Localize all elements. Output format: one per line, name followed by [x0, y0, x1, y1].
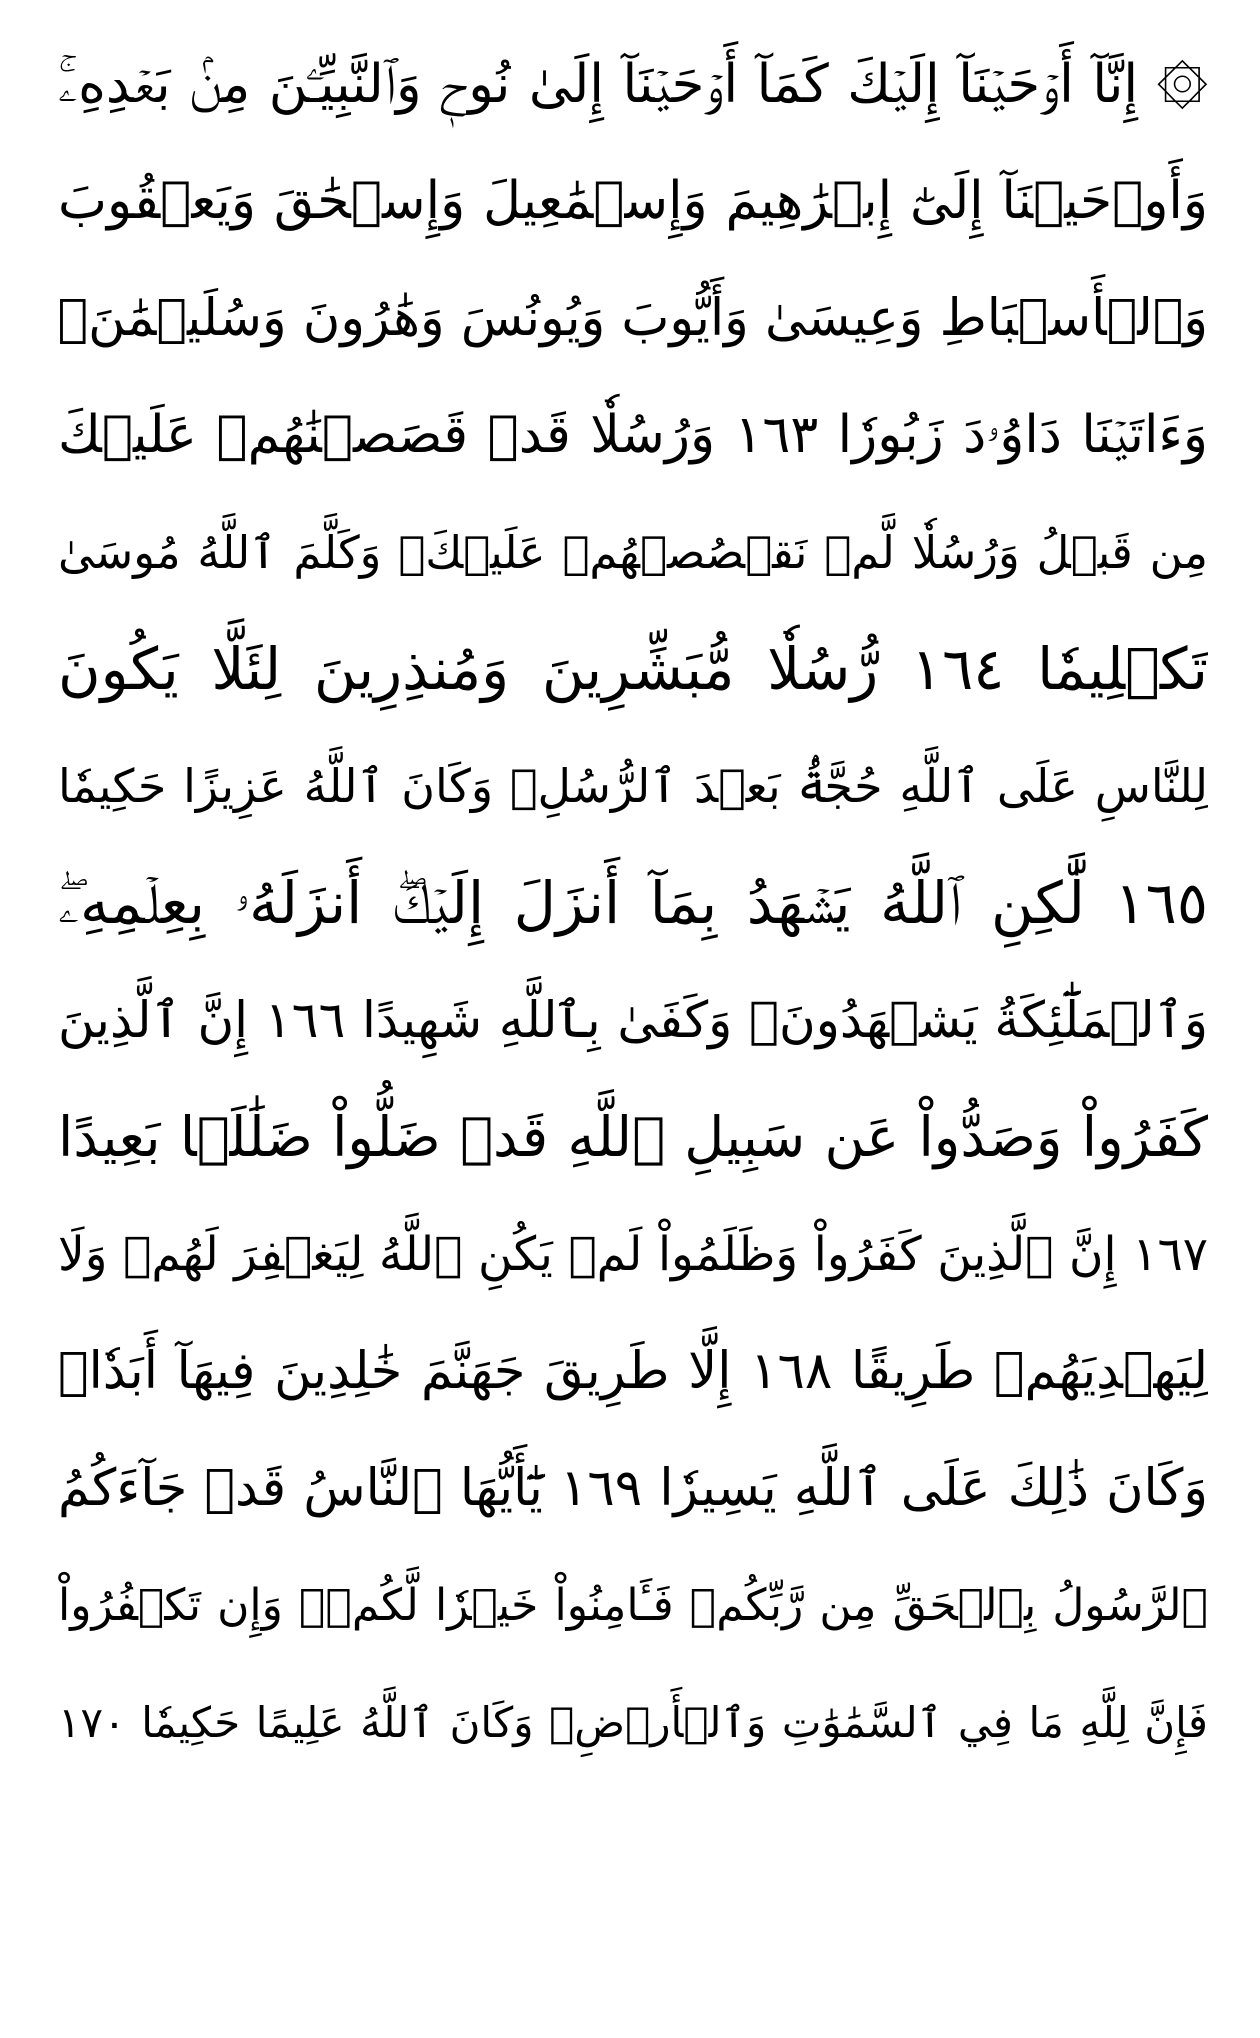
text-line-2: وَأَوۡحَيۡنَآ إِلَىٰٓ إِبۡرَٰهِيمَ وَإِسۡمَٰعِيلَ وَإِسۡحَٰقَ وَيَعۡقُوبَ [58, 171, 1208, 231]
text-line-6: تَكۡلِيمٗا ١٦٤ رُّسُلٗا مُّبَشِّرِينَ وَمُنذِرِينَ لِئَلَّا يَكُونَ [58, 635, 1208, 703]
text-line-11: ١٦٧ إِنَّ ٱلَّذِينَ كَفَرُواْ وَظَلَمُواْ لَمۡ يَكُنِ ٱللَّهُ لِيَغۡفِرَ لَهُمۡ وَلَا [58, 1227, 1208, 1282]
text-line-3: وَٱلۡأَسۡبَاطِ وَعِيسَىٰ وَأَيُّوبَ وَيُونُسَ وَهَٰرُونَ وَسُلَيۡمَٰنَۚ [58, 289, 1208, 348]
text-line-8: ١٦٥ لَّٰكِنِ ٱللَّهُ يَشۡهَدُ بِمَآ أَنزَلَ إِلَيۡكَۖ أَنزَلَهُۥ بِعِلۡمِهِۦۖ [58, 869, 1208, 937]
text-line-7: لِلنَّاسِ عَلَى ٱللَّهِ حُجَّةُۢ بَعۡدَ ٱلرُّسُلِۚ وَكَانَ ٱللَّهُ عَزِيزًا حَكِيمٗا [58, 759, 1208, 813]
text-line-14: ٱلرَّسُولُ بِٱلۡحَقِّ مِن رَّبِّكُمۡ فَـَٔامِنُواْ خَيۡرٗا لَّكُمۡۚ وَإِن تَكۡفُرُواْ [58, 1580, 1208, 1631]
text-line-13: وَكَانَ ذَٰلِكَ عَلَى ٱللَّهِ يَسِيرٗا ١٦٩ يَٰٓأَيُّهَا ٱلنَّاسُ قَدۡ جَآءَكُمُ [58, 1459, 1208, 1518]
text-line-1: ۞ إِنَّآ أَوۡحَيۡنَآ إِلَيۡكَ كَمَآ أَوۡحَيۡنَآ إِلَىٰ نُوحٖ وَٱلنَّبِيِّـۧنَ مِنۢ بَعۡدِهِۦۚ [58, 54, 1208, 115]
verse-lines [58, 26, 1208, 1781]
text-line-15: فَإِنَّ لِلَّهِ مَا فِي ٱلسَّمَٰوَٰتِ وَٱلۡأَرۡضِۚ وَكَانَ ٱللَّهُ عَلِيمًا حَكِيمٗا ١٧٠ [58, 1698, 1208, 1747]
text-line-12: لِيَهۡدِيَهُمۡ طَرِيقًا ١٦٨ إِلَّا طَرِيقَ جَهَنَّمَ خَٰلِدِينَ فِيهَآ أَبَدٗاۚ [58, 1342, 1208, 1401]
text-line-5: مِن قَبۡلُ وَرُسُلٗا لَّمۡ نَقۡصُصۡهُمۡ عَلَيۡكَۚ وَكَلَّمَ ٱللَّهُ مُوسَىٰ [58, 526, 1208, 579]
text-line-10: كَفَرُواْ وَصَدُّواْ عَن سَبِيلِ ٱللَّهِ قَدۡ ضَلُّواْ ضَلَٰلَۢا بَعِيدًا [58, 1105, 1208, 1169]
text-line-9: وَٱلۡمَلَٰٓئِكَةُ يَشۡهَدُونَۚ وَكَفَىٰ بِٱللَّهِ شَهِيدًا ١٦٦ إِنَّ ٱلَّذِينَ [58, 991, 1208, 1049]
text-line-4: وَءَاتَيۡنَا دَاوُۥدَ زَبُورٗا ١٦٣ وَرُسُلٗا قَدۡ قَصَصۡنَٰهُمۡ عَلَيۡكَ [58, 405, 1208, 465]
